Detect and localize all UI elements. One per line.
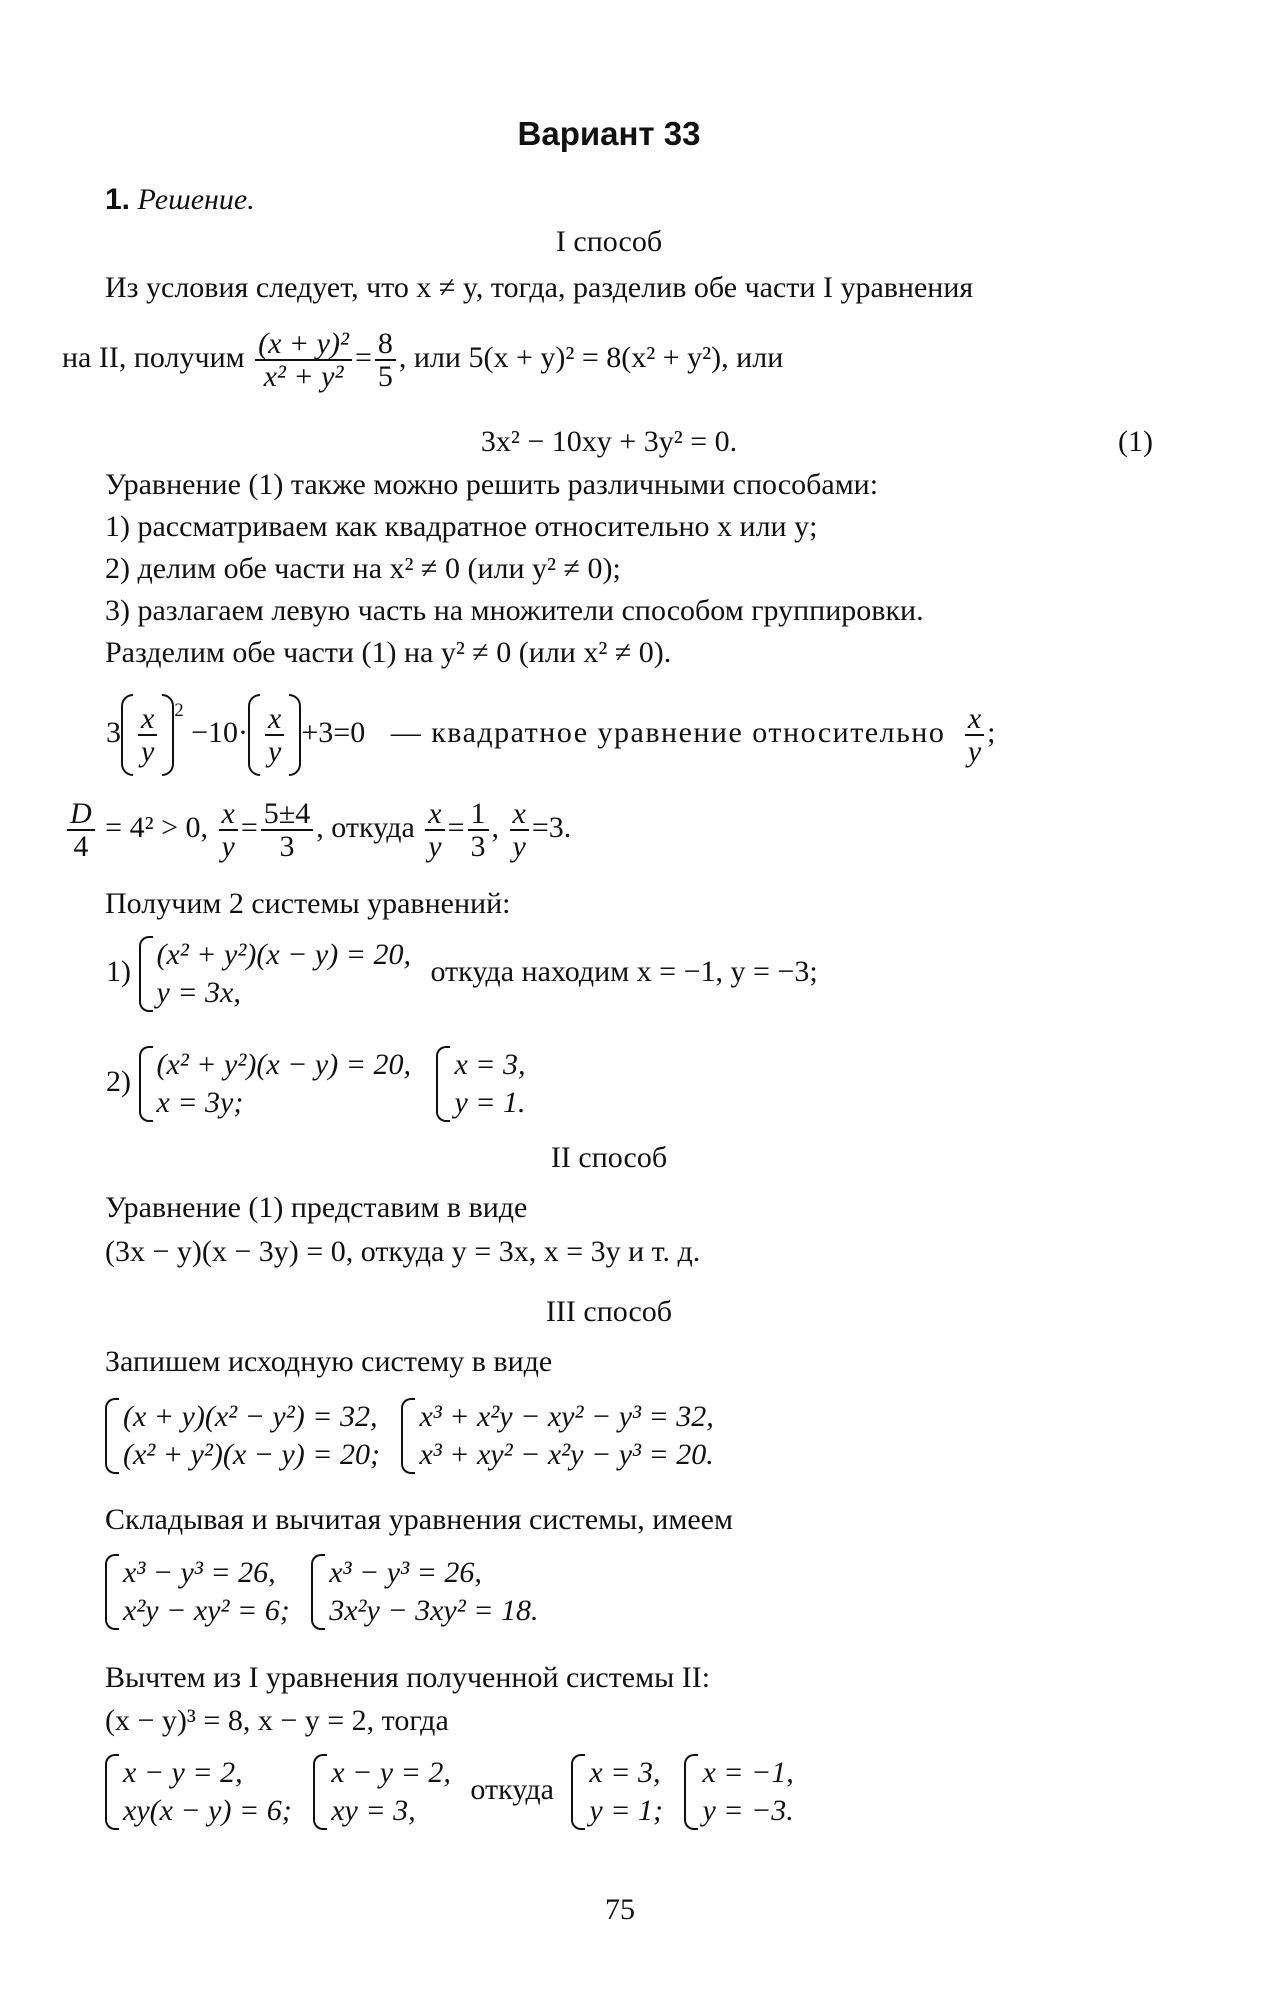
fraction [67, 798, 95, 863]
text-fragment: откуда [331, 811, 415, 844]
equation-system [684, 1754, 793, 1830]
brace [313, 1754, 327, 1830]
method-3-heading: III способ [545, 1295, 673, 1328]
fraction-numerator: x [138, 703, 157, 737]
text-fragment: = [447, 811, 465, 844]
page-number: 75 [605, 1893, 635, 1926]
fraction-numerator: x [965, 703, 984, 737]
text-fragment: ; [987, 716, 996, 749]
system-row: x − y = 2, [123, 1756, 243, 1790]
equation-system [139, 1046, 411, 1122]
equation-1-tag: (1) [1118, 425, 1153, 458]
system-row: xy = 3, [331, 1794, 416, 1828]
method-2-heading: II способ [550, 1141, 668, 1174]
fraction-denominator: 3 [470, 830, 486, 864]
fraction-denominator: 4 [73, 830, 89, 864]
quadratic-line: 3 $\frac{x}{y}$ $^2$ −10· $\frac{x}{y}$ +3=0 — квадратное уравнение относительно $\frac{x}{y}$ ; [106, 688, 996, 778]
parenthesized-fraction [121, 694, 174, 776]
system-2-line [106, 1040, 526, 1124]
text-fragment: +3=0 [301, 716, 366, 749]
method-2-line-1: Уравнение (1) представим в виде [105, 1191, 528, 1224]
system-row: x = 3, [454, 1048, 526, 1082]
paren-left [248, 694, 260, 776]
fraction [138, 703, 157, 768]
method-2-line-2: (3x − y)(x − 3y) = 0, откуда y = 3x, x = 3y и т. д. [105, 1235, 701, 1268]
equation-system [313, 1754, 451, 1830]
fraction-numerator: x [219, 798, 238, 832]
brace [571, 1754, 585, 1830]
fraction-denominator: y [221, 830, 235, 864]
brace [311, 1554, 325, 1630]
system-row: 3x²y − 3xy² = 18. [329, 1594, 539, 1628]
paren-right [162, 694, 174, 776]
text-fragment: , или 5(x + y)² = 8(x² + y²), или [398, 341, 784, 374]
method-3-systems-3 [105, 1748, 794, 1832]
brace [684, 1754, 698, 1830]
text-fragment: = [240, 811, 258, 844]
method-3-systems-2 [105, 1548, 538, 1632]
text-fragment: , [316, 811, 324, 844]
system-row: y = 3x, [156, 976, 241, 1010]
system-row: (x + y)(x² − y²) = 32, [123, 1400, 378, 1434]
equation-1: 3x² − 10xy + 3y² = 0. [480, 425, 738, 458]
fraction [265, 703, 284, 768]
parenthesized-fraction [248, 694, 301, 776]
fraction-denominator: x² + y² [263, 360, 344, 394]
brace [401, 1398, 415, 1474]
method-3-line-1: Запишем исходную систему в виде [105, 1345, 553, 1378]
task-label: Решение. [137, 183, 255, 216]
text-line-6: 2) делим обе части на x² ≠ 0 (или y² ≠ 0); [105, 552, 621, 585]
fraction-denominator: 3 [279, 830, 295, 864]
fraction-numerator: 8 [375, 328, 396, 362]
method-3-line-4: (x − y)³ = 8, x − y = 2, тогда [105, 1704, 449, 1737]
system-row: (x² + y²)(x − y) = 20, [156, 1048, 411, 1082]
fraction-numerator: x [265, 703, 284, 737]
fraction [425, 798, 444, 863]
paren-right [289, 694, 301, 776]
system-row: x³ − y³ = 26, [123, 1556, 276, 1590]
text-fragment: −10· [191, 716, 249, 749]
fraction [255, 328, 352, 393]
fraction [468, 798, 489, 863]
fraction-numerator: 1 [468, 798, 489, 832]
equation-system [105, 1554, 290, 1630]
system-row: x = 3y; [156, 1086, 244, 1120]
text-fragment: 2) [106, 1065, 131, 1098]
system-row: (x² + y²)(x − y) = 20; [123, 1438, 380, 1472]
method-3-line-2: Складывая и вычитая уравнения системы, имеем [105, 1503, 733, 1536]
fraction-numerator: D [67, 798, 95, 832]
fraction-numerator: 5±4 [261, 798, 313, 832]
system-row: x = −1, [702, 1756, 794, 1790]
equation-system [139, 936, 411, 1012]
system-row: x = 3, [589, 1756, 661, 1790]
system-row: y = 1. [454, 1086, 526, 1120]
system-row: y = −3. [702, 1794, 794, 1828]
equation-system [436, 1046, 525, 1122]
brace [105, 1554, 119, 1630]
brace [105, 1754, 119, 1830]
paren-left [121, 694, 133, 776]
equation-system [401, 1398, 713, 1474]
brace [105, 1398, 119, 1474]
fraction [261, 798, 313, 863]
brace [139, 1046, 153, 1122]
text-fragment: =3. [531, 811, 572, 844]
text-fragment: , [491, 811, 500, 844]
text-line-5: 1) рассматриваем как квадратное относительно x или y; [105, 510, 818, 543]
brace [139, 936, 153, 1012]
system-row: xy(x − y) = 6; [123, 1794, 292, 1828]
equation-system [105, 1754, 292, 1830]
fraction-denominator: 5 [377, 360, 393, 394]
discriminant-line [64, 786, 571, 870]
method-3-line-3: Вычтем из I уравнения полученной системы II: [105, 1661, 711, 1694]
task-header [105, 180, 255, 220]
fraction [375, 328, 396, 393]
text-fragment: — квадратное уравнение относительно [390, 716, 946, 749]
fraction-denominator: y [967, 735, 982, 769]
text-line-4: Уравнение (1) также можно решить различными способами: [105, 468, 879, 501]
equation-system [311, 1554, 538, 1630]
fraction [965, 703, 984, 768]
system-row: x²y − xy² = 6; [123, 1594, 290, 1628]
page-title: Вариант 33 [517, 115, 701, 152]
method-1-heading: I способ [555, 225, 663, 258]
text-line-systems: Получим 2 системы уравнений: [105, 887, 511, 920]
text-fragment: = 4² > 0, [105, 811, 209, 844]
fraction-numerator: x [425, 798, 444, 832]
fraction-denominator: y [141, 735, 155, 769]
text-line-1: Из условия следует, что x ≠ y, тогда, разделив обе части I уравнения [105, 271, 974, 304]
text-fragment: откуда находим x = −1, y = −3; [430, 955, 818, 988]
system-row: x³ + x²y − xy² − y³ = 32, [419, 1400, 714, 1434]
system-1-line [106, 930, 818, 1014]
fraction [510, 798, 529, 863]
system-row: (x² + y²)(x − y) = 20, [156, 938, 411, 972]
fraction-denominator: y [428, 830, 442, 864]
fraction-denominator: y [268, 735, 282, 769]
text-line-7: 3) разлагаем левую часть на множители способом группировки. [105, 594, 924, 627]
text-fragment: откуда [470, 1773, 554, 1806]
fraction-denominator: y [512, 830, 526, 864]
equation-system [571, 1754, 663, 1830]
equation-system [105, 1398, 380, 1474]
text-line-8: Разделим обе части (1) на y² ≠ 0 (или x² ≠ 0). [105, 636, 672, 669]
fraction-numerator: x [510, 798, 529, 832]
system-row: x³ + xy² − x²y − y³ = 20. [419, 1438, 714, 1472]
brace [436, 1046, 450, 1122]
coefficient: 3 [106, 716, 121, 749]
fraction [219, 798, 238, 863]
text-line-2: на II, получим $\frac{\text{(x + y)²}}{\text{x² + y²}}$ = $\frac{8}{5}$ , или 5(x + y)² = 8(x² + y²), или [62, 326, 784, 394]
system-row: x − y = 2, [331, 1756, 451, 1790]
text-fragment: 1) [106, 955, 131, 988]
fraction-numerator: (x + y)² [255, 328, 352, 362]
task-number: 1. [105, 183, 131, 216]
system-row: x³ − y³ = 26, [329, 1556, 482, 1590]
system-row: y = 1; [589, 1794, 663, 1828]
text-fragment: на II, получим [62, 341, 245, 374]
method-3-systems-1 [105, 1392, 714, 1476]
